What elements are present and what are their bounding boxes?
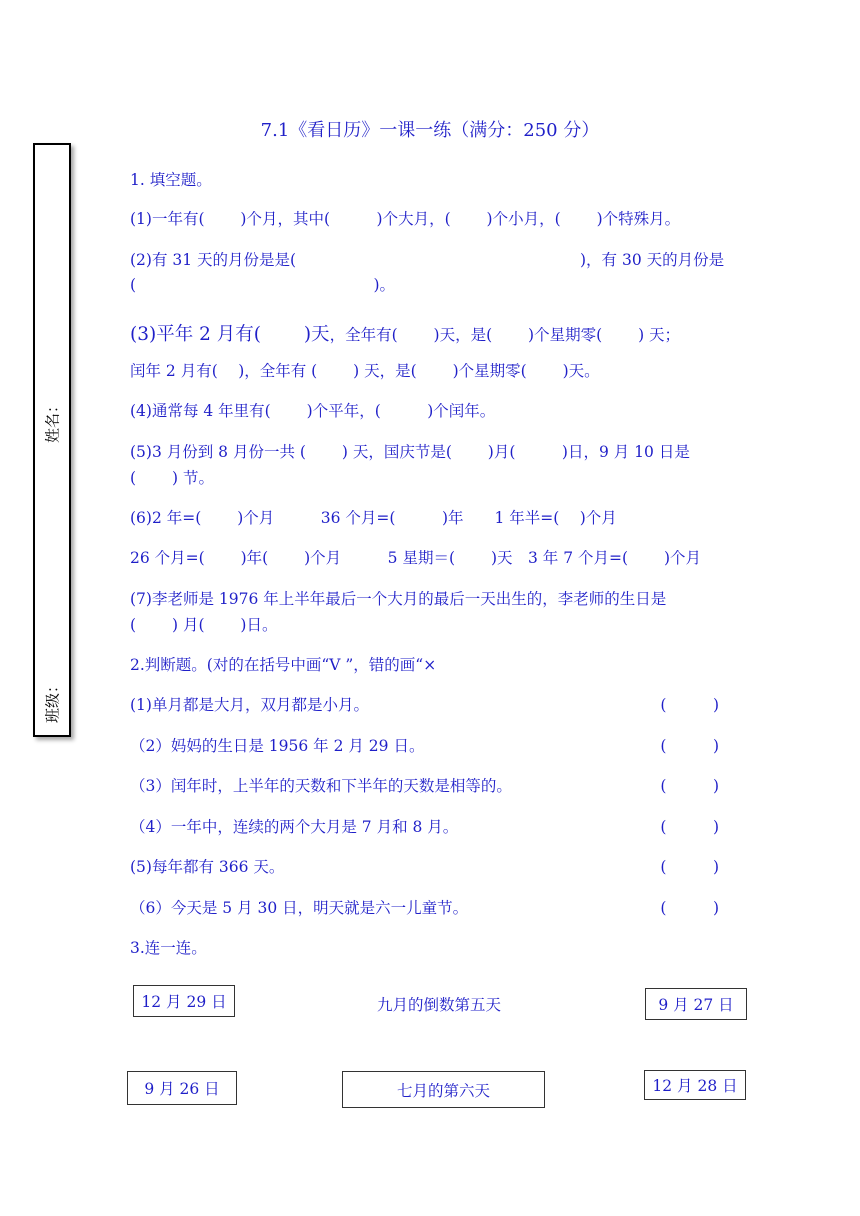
question-1-2-line2: ( )。 [130, 276, 396, 294]
section1-heading: 1. 填空题。 [130, 171, 212, 189]
judge-answer-paren: ( ) [660, 858, 719, 876]
page-title: 7.1《看日历》一课一练（满分：250 分） [260, 120, 600, 141]
match-box-label: 9 月 27 日 [658, 996, 734, 1014]
match-box-sep-26 [127, 1071, 237, 1105]
judge-item-text: （4）一年中，连续的两个大月是 7 月和 8 月。 [130, 818, 459, 836]
question-1-3-line2: 闰年 2 月有( )，全年有 ( ) 天，是( )个星期零( )天。 [130, 362, 600, 380]
match-box-dec-29 [133, 985, 235, 1017]
judge-answer-paren: ( ) [660, 696, 719, 714]
judge-item-text: （6）今天是 5 月 30 日，明天就是六一儿童节。 [130, 899, 469, 917]
section2-heading: 2.判断题。(对的在括号中画“V ”，错的画“× [130, 656, 437, 674]
judge-answer-paren: ( ) [660, 737, 719, 755]
judge-item-text: （3）闰年时，上半年的天数和下半年的天数是相等的。 [130, 777, 512, 795]
question-1-7-line1: (7)李老师是 1976 年上半年最后一个大月的最后一天出生的，李老师的生日是 [130, 590, 667, 608]
match-box-jul-sixth [342, 1071, 545, 1108]
question-1-3-rest: ，全年有( )天，是( )个星期零( ) 天； [329, 326, 681, 344]
question-1-6-line1: (6)2 年=( )个月 36 个月=( )年 1 年半=( )个月 [130, 509, 617, 527]
match-box-dec-28 [644, 1070, 746, 1100]
question-1-5-line2: ( ) 节。 [130, 469, 214, 487]
section3-heading: 3.连一连。 [130, 939, 207, 957]
match-box-label: 12 月 29 日 [141, 993, 227, 1011]
class-label: 班级： [43, 677, 62, 724]
question-1-7-line2: ( ) 月( )日。 [130, 616, 278, 634]
match-text-sep-fifth-last: 九月的倒数第五天 [377, 996, 502, 1014]
judge-answer-paren: ( ) [660, 777, 719, 795]
judge-answer-paren: ( ) [660, 818, 719, 836]
question-1-3-lead: (3)平年 2 月有( )天 [130, 324, 330, 345]
match-box-label: 9 月 26 日 [144, 1080, 220, 1098]
question-1-1: (1)一年有( )个月，其中( )个大月，( )个小月，( )个特殊月。 [130, 210, 681, 228]
judge-item-text: （2）妈妈的生日是 1956 年 2 月 29 日。 [130, 737, 425, 755]
match-box-sep-27 [645, 988, 747, 1020]
judge-answer-paren: ( ) [660, 899, 719, 917]
match-box-label: 七月的第六天 [396, 1081, 490, 1100]
judge-item-text: (1)单月都是大月，双月都是小月。 [130, 696, 369, 714]
question-1-2-line1: (2)有 31 天的月份是是( )，有 30 天的月份是 [130, 251, 725, 269]
match-box-label: 12 月 28 日 [652, 1077, 738, 1095]
name-label: 姓名： [43, 397, 62, 444]
question-1-5-line1: (5)3 月份到 8 月份一共 ( ) 天，国庆节是( )月( )日，9 月 10 日是 [130, 443, 690, 461]
student-info-sidebar [33, 143, 71, 737]
judge-item-text: (5)每年都有 366 天。 [130, 858, 285, 876]
question-1-4: (4)通常每 4 年里有( )个平年，( )个闰年。 [130, 402, 496, 420]
question-1-6-line2: 26 个月=( )年( )个月 5 星期＝( )天 3 年 7 个月=( )个月 [130, 549, 702, 567]
